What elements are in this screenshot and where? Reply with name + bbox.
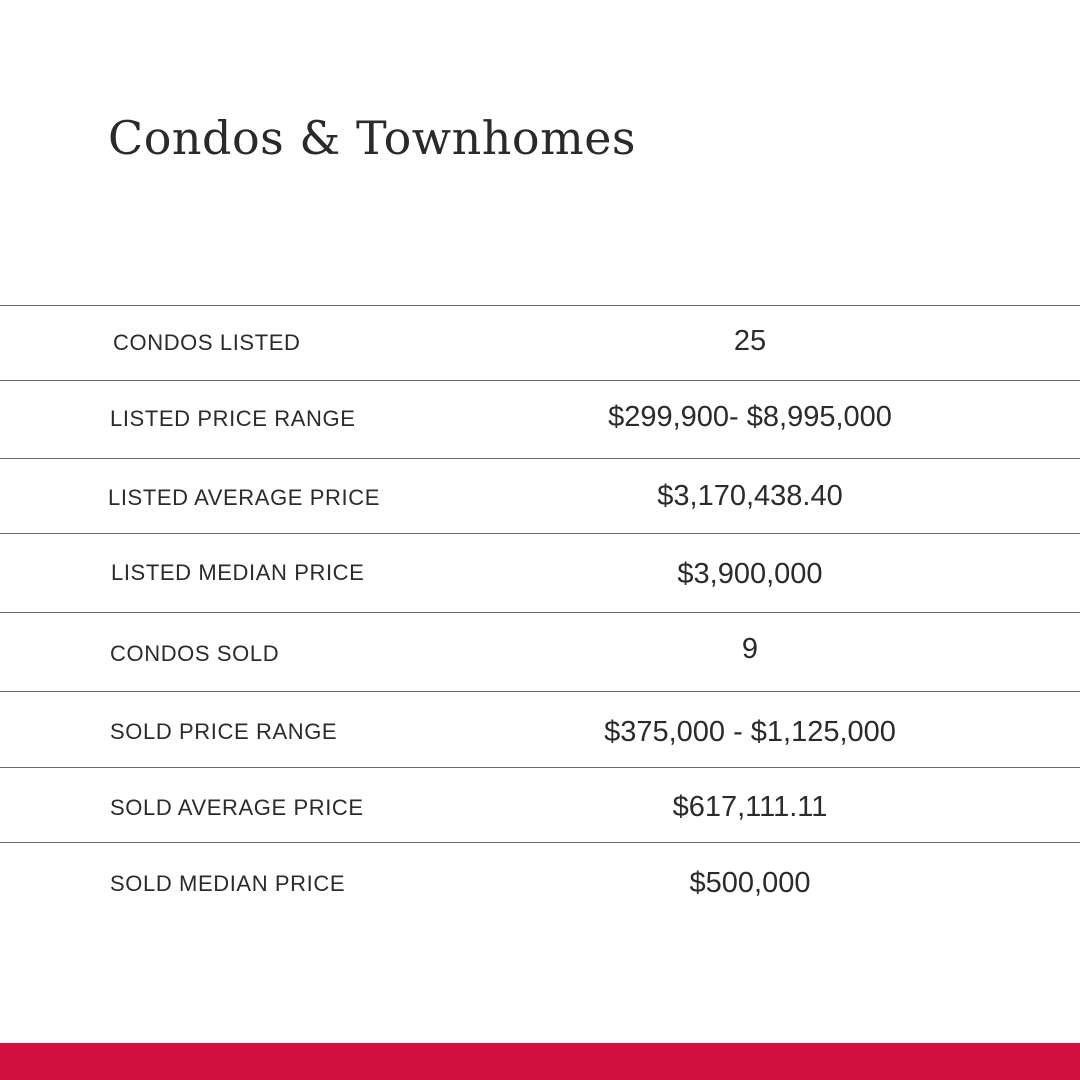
row-label: LISTED PRICE RANGE xyxy=(110,406,356,431)
table-row-sold-price-range xyxy=(0,691,1080,767)
row-value: $500,000 xyxy=(689,867,811,899)
row-label: SOLD AVERAGE PRICE xyxy=(110,795,364,820)
footer-accent-bar xyxy=(0,1043,1080,1080)
page-title: Condos & Townhomes xyxy=(108,111,637,165)
row-label: LISTED MEDIAN PRICE xyxy=(111,560,365,585)
row-value: $375,000 - $1,125,000 xyxy=(604,716,896,748)
table-row-condos-listed xyxy=(0,305,1080,380)
row-value: $299,900- $8,995,000 xyxy=(608,401,892,433)
row-value: 9 xyxy=(741,633,759,665)
table-row-listed-average-price xyxy=(0,458,1080,533)
row-label: LISTED AVERAGE PRICE xyxy=(108,485,381,510)
row-value: $3,900,000 xyxy=(677,558,823,590)
row-label: CONDOS LISTED xyxy=(113,330,301,355)
table-row-listed-median-price xyxy=(0,533,1080,612)
row-label: SOLD MEDIAN PRICE xyxy=(110,871,346,896)
table-row-sold-average-price xyxy=(0,767,1080,842)
table-row-condos-sold xyxy=(0,612,1080,691)
row-label: SOLD PRICE RANGE xyxy=(110,719,338,744)
row-value: $3,170,438.40 xyxy=(657,480,843,512)
table-row-listed-price-range xyxy=(0,380,1080,458)
row-value: $617,111.11 xyxy=(672,791,828,823)
row-label: CONDOS SOLD xyxy=(110,641,280,666)
table-row-sold-median-price xyxy=(0,842,1080,922)
row-value: 25 xyxy=(733,325,767,357)
